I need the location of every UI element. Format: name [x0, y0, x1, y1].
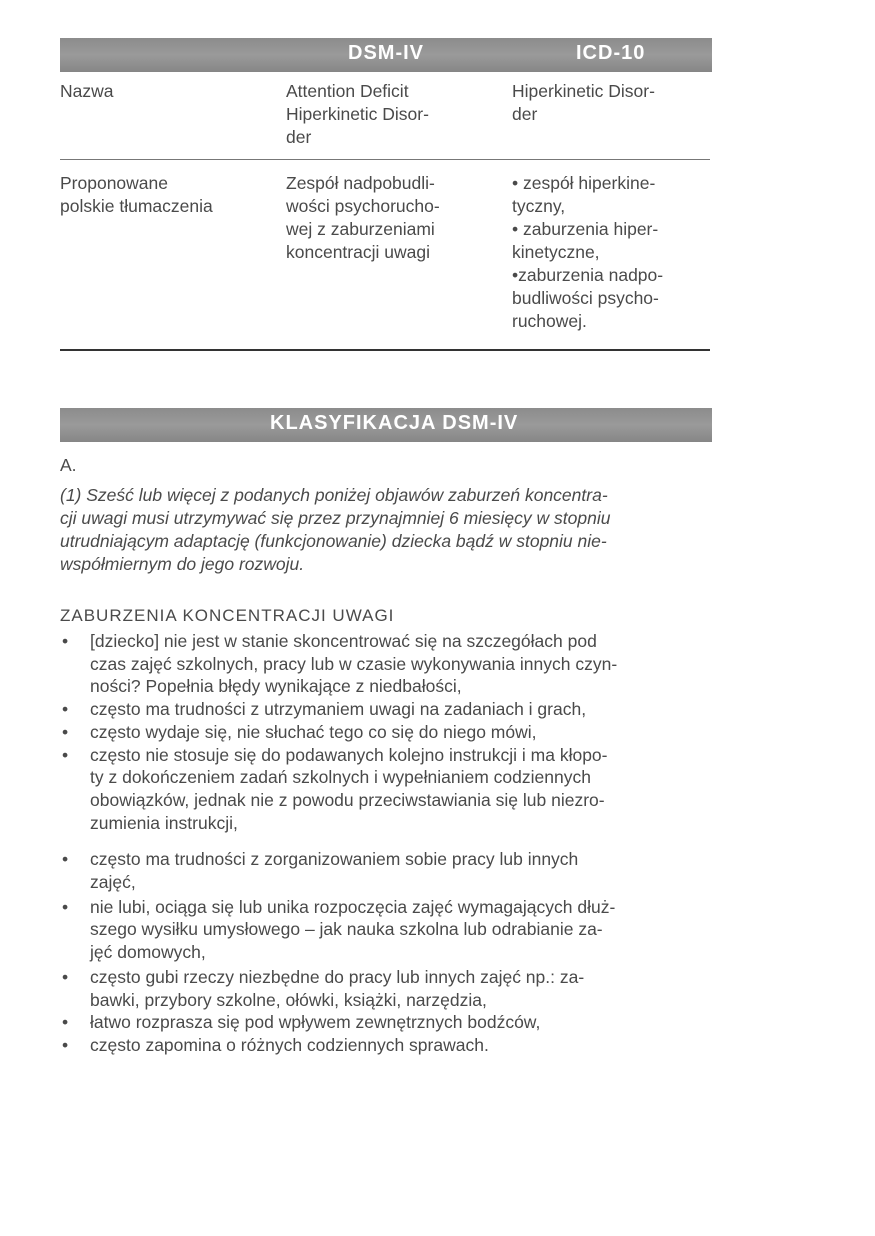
- dsm-translation-cell: Zespół nadpobudli- wości psychorucho- wej z zaburzeniami koncentracji uwagi: [286, 173, 440, 262]
- list-item: • łatwo rozprasza się pod wpływem zewnętrznych bodźców,: [62, 1012, 541, 1033]
- section-letter: A.: [60, 455, 77, 475]
- list-item: • często nie stosuje się do podawanych kolejno instrukcji i ma kłopo- ty z dokończeniem zadań szkolnych i wypełnianiem codziennych obowiązków, jednak nie z powodu przeciwstawiania się lub niezro- zumienia instrukcji,: [62, 744, 608, 833]
- symptom-list: [60, 630, 712, 1057]
- list-item: • nie lubi, ociąga się lub unika rozpoczęcia zajęć wymagających dłuż- szego wysiłku umysłowego – jak nauka szkolna lub odrabianie za- jęć domowych,: [62, 896, 616, 963]
- list-item: • często ma trudności z utrzymaniem uwagi na zadaniach i grach,: [62, 699, 587, 720]
- subheading: ZABURZENIA KONCENTRACJI UWAGI: [60, 606, 395, 625]
- section-title: KLASYFIKACJA DSM-IV: [270, 412, 519, 434]
- list-item: • często gubi rzeczy niezbędne do pracy lub innych zajęć np.: za- bawki, przybory szkolne, ołówki, książki, narzędzia,: [62, 966, 585, 1010]
- list-item: • często zapomina o różnych codziennych sprawach.: [62, 1034, 489, 1055]
- row-label-name: Nazwa: [60, 81, 114, 101]
- criterion-intro: (1) Sześć lub więcej z podanych poniżej objawów zaburzeń koncentra- cji uwagi musi utrzymywać się przez przynajmniej 6 miesięcy w stopniu utrudniającym adaptację (funkcjonowanie) dziecka bądź w stopniu nie- współmiernym do jego rozwoju.: [60, 485, 611, 574]
- comparison-table-row-2: [60, 172, 710, 342]
- icd-column-header: ICD-10: [576, 42, 646, 64]
- icd-translation-cell: • zespół hiperkine- tyczny, • zaburzenia hiper- kinetyczne, •zaburzenia nadpo- budliwości psycho- ruchowej.: [512, 173, 664, 331]
- icd-name-cell: Hiperkinetic Disor- der: [512, 81, 655, 124]
- row-label-translations: Proponowane polskie tłumaczenia: [60, 173, 213, 216]
- table-header-banner: [60, 38, 712, 72]
- list-item: • często ma trudności z zorganizowaniem sobie pracy lub innych zajęć,: [62, 849, 579, 893]
- comparison-table-row-1: [60, 80, 710, 150]
- dsm-name-cell: Attention Deficit Hiperkinetic Disor- der: [286, 81, 429, 147]
- list-item: • często wydaje się, nie słuchać tego co się do niego mówi,: [62, 721, 537, 742]
- dsm-column-header: DSM-IV: [348, 42, 424, 64]
- list-item: • [dziecko] nie jest w stanie skoncentrować się na szczegółach pod czas zajęć szkolnych, pracy lub w czasie wykonywania innych czyn- ności? Popełnia błędy wynikające z niedbałości,: [62, 631, 618, 697]
- table-bottom-rule: [60, 349, 710, 351]
- table-divider: [60, 159, 710, 160]
- section-title-banner: [60, 408, 712, 442]
